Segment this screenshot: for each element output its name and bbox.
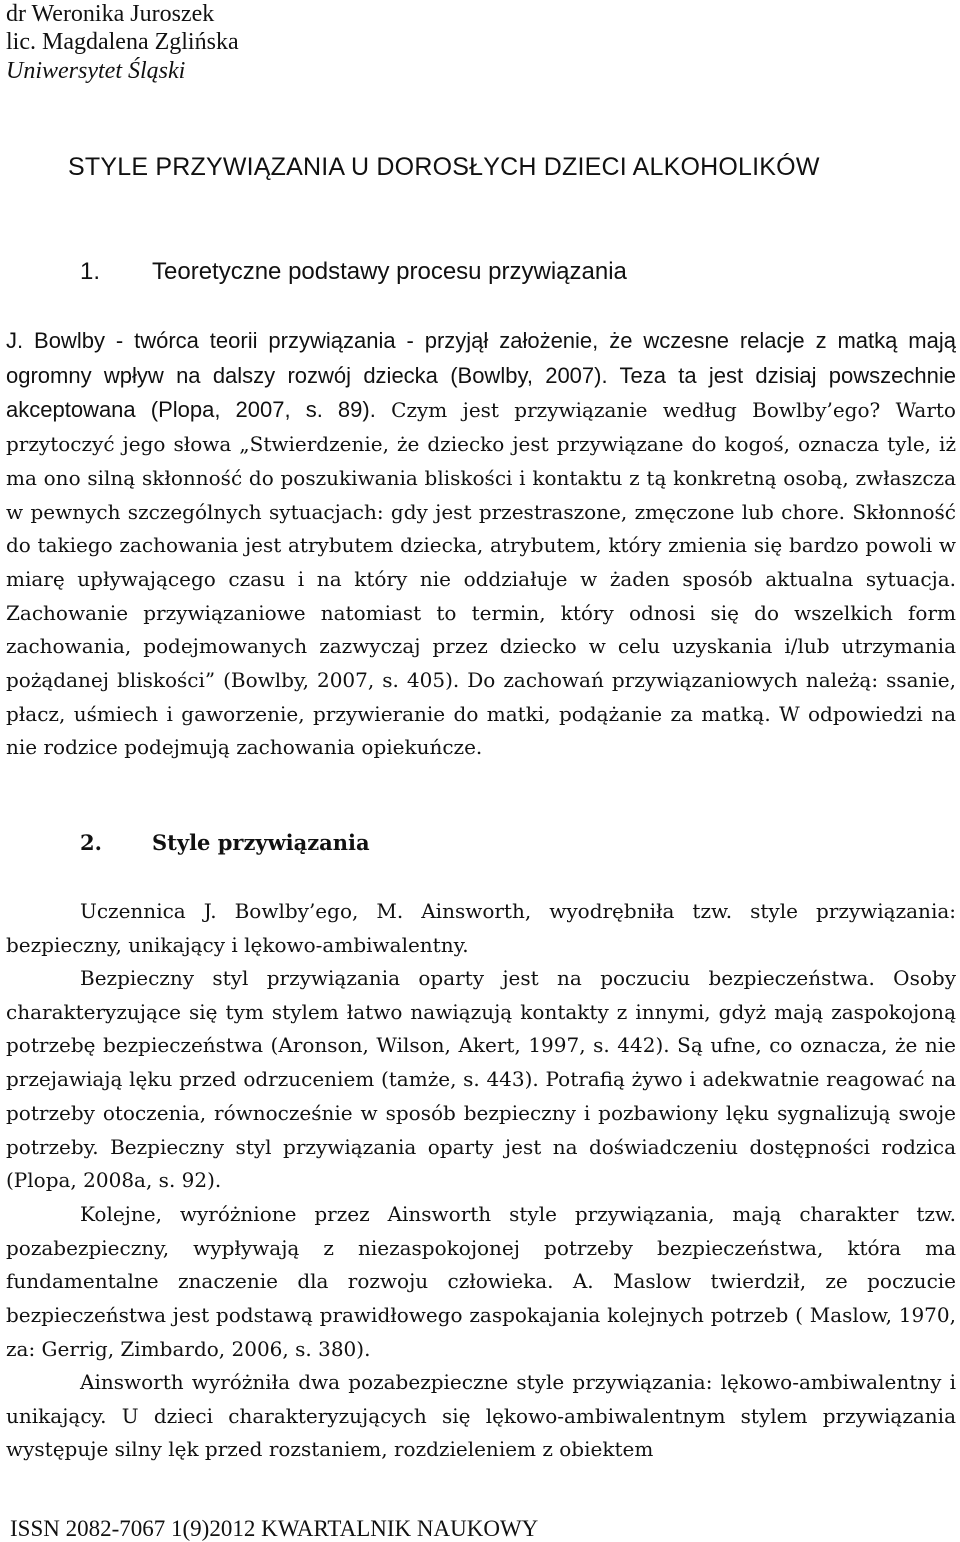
section-2-title: Style przywiązania xyxy=(152,830,370,855)
section-1-paragraph xyxy=(6,324,956,765)
section-2-paragraph-4: Ainsworth wyróżniła dwa pozabezpieczne style przywiązania: lękowo-ambiwalentny i unikający. U dzieci charakteryzujących się lękowo-ambiwalentnym stylem przywiązania występuje silny lęk przed rozstaniem, rozdzieleniem z obiektem xyxy=(6,1370,956,1462)
page-footer: ISSN 2082-7067 1(9)2012 KWARTALNIK NAUKOWY xyxy=(10,1516,539,1541)
section-2-paragraph-1: Uczennica J. Bowlby’ego, M. Ainsworth, wyodrębniła tzw. style przywiązania: bezpieczny, unikający i lękowo-ambiwalentny. xyxy=(6,899,956,957)
author-1: dr Weronika Juroszek xyxy=(6,1,215,27)
author-2: lic. Magdalena Zglińska xyxy=(6,29,239,55)
section-1-heading xyxy=(80,255,627,289)
section-1-title: Teoretyczne podstawy procesu przywiązania xyxy=(152,258,627,285)
section-2-heading xyxy=(80,826,370,860)
section-2-paragraph-2: Bezpieczny styl przywiązania oparty jest na poczuciu bezpieczeństwa. Osoby charakteryzujące się tym stylem łatwo nawiązują kontakty z innymi, gdyż mają zaspokojoną potrzebę bezpieczeństwa (Aronson, Wilson, Akert, 1997, s. 442). Są ufne, co oznacza, że nie przejawiają lęku przed odrzuceniem (tamże, s. 443). Potrafią żywo i adekwatnie reagować na potrzeby otoczenia, równocześnie w sposób bezpieczny i pozbawiony lęku sygnalizują swoje potrzeby. Bezpieczny styl przywiązania oparty jest na doświadczeniu dostępności rodzica (Plopa, 2008a, s. 92). xyxy=(6,966,956,1193)
affiliation: Uniwersytet Śląski xyxy=(6,58,186,84)
section-1-paragraph-body: Czym jest przywiązanie według Bowlby’ego? Warto przytoczyć jego słowa „Stwierdzenie, że dziecko jest przywiązane do kogoś, oznacza tyle, iż ma ono silną skłonność do poszukiwania bliskości i kontaktu z tą konkretną osobą, zwłaszcza w pewnych szczególnych sytuacjach: gdy jest przestraszone, zmęczone lub chore. Skłonność do takiego zachowania jest atrybutem dziecka, atrybutem, który zmienia się bardzo powoli w miarę upływającego czasu i na który nie oddziałuje w żaden sposób aktualna sytuacja. Zachowanie przywiązaniowe natomiast to termin, który odnosi się do wszelkich form zachowania, podejmowanych zazwyczaj przez dziecko w celu uzyskania i/lub utrzymania pożądanej bliskości” (Bowlby, 2007, s. 405). Do zachowań przywiązaniowych należą: ssanie, płacz, uśmiech i gaworzenie, przywieranie do matki, podążanie za matką. W odpowiedzi na nie rodzice podejmują zachowania opiekuńcze. xyxy=(6,398,956,760)
section-1-number: 1. xyxy=(80,258,101,285)
section-2-number: 2. xyxy=(80,830,102,855)
section-1-paragraph-lead: J. Bowlby - twórca teorii przywiązania - przyjął założenie, że wczesne relacje z matką mają ogromny wpływ na dalszy rozwój dziecka (Bowlby, 2007). Teza ta jest dzisiaj powszechnie akceptowana (Plopa, 2007, s. 89). xyxy=(6,328,956,423)
document-title: STYLE PRZYWIĄZANIA U DOROSŁYCH DZIECI ALKOHOLIKÓW xyxy=(68,153,820,181)
section-2-paragraph-3: Kolejne, wyróżnione przez Ainsworth style przywiązania, mają charakter tzw. pozabezpieczny, wypływają z niezaspokojonej potrzeby bezpieczeństwa, która ma fundamentalne znaczenie dla rozwoju człowieka. A. Maslow twierdził, ze poczucie bezpieczeństwa jest podstawą prawidłowego zaspokajania kolejnych potrzeb ( Maslow, 1970, za: Gerrig, Zimbardo, 2006, s. 380). xyxy=(6,1202,956,1361)
